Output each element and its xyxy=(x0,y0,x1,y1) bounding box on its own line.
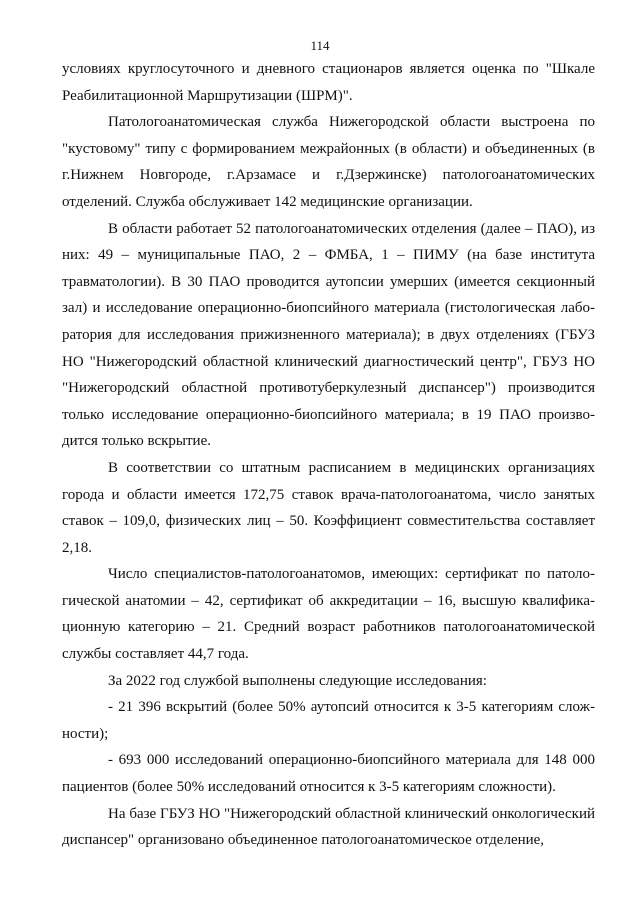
list-item-biopsies: - 693 000 исследований операционно-биопсийного материала для 148 000 пациентов (более 50% исследований относится к 3-5 категориям сложности). xyxy=(62,752,595,796)
paragraph-2: Патологоанатомическая служба Нижегородской области выстроена по "кустовому" типу с формированием межрайонных (в области) и объединенных (в г.Нижнем Новгороде, г.Арзамасе и г.Дзержинске) патологоанатомических отделений. Служба обслуживает 142 медицинские организации. xyxy=(62,114,595,210)
page-number: 114 xyxy=(310,38,330,53)
paragraph-5: Число специалистов-патологоанатомов, имеющих: сертификат по патологической анатомии – 42, сертификат об аккредитации – 16, высшую квалификационную категорию – 21. Средний возраст работников патологоанатомической службы составляет 44,7 года. xyxy=(62,566,595,663)
paragraph-4: В соответствии со штатным расписанием в медицинских организациях города и области имеется 172,75 ставок врача-патологоанатома, число занятых ставок – 109,0, физических лиц – 50. Коэффициент совместительства составляет 2,18. xyxy=(62,459,595,556)
paragraph-3: В области работает 52 патологоанатомических отделения (далее – ПАО), из них: 49 – муниципальные ПАО, 2 – ФМБА, 1 – ПИМУ (на базе института травматологии). В 30 ПАО проводится аутопсии умерших (имеется секционный зал) и исследование операционно-биопсийного материала (гистологическая лаборатория для исследования прижизненного материала); в двух отделениях (ГБУЗ НО "Нижегородский областной клинический диагностический центр", ГБУЗ НО "Нижегородский областной противотуберкулезный диспансер") производится только исследование операционно-биопсийного материала; в 19 ПАО производится только вскрытие. xyxy=(62,220,595,450)
paragraph-6: За 2022 год службой выполнены следующие исследования: xyxy=(108,672,487,689)
list-item-autopsies: - 21 396 вскрытий (более 50% аутопсий относится к 3-5 категориям сложности); xyxy=(62,699,595,742)
paragraph-1: условиях круглосуточного и дневного стационаров является оценка по "Шкале Реабилитационной Маршрутизации (ШРМ)". xyxy=(62,61,595,104)
paragraph-7: На базе ГБУЗ НО "Нижегородский областной клинический онкологический диспансер" организовано объединенное патологоанатомическое отделение, xyxy=(62,805,595,849)
document-body xyxy=(62,56,595,854)
